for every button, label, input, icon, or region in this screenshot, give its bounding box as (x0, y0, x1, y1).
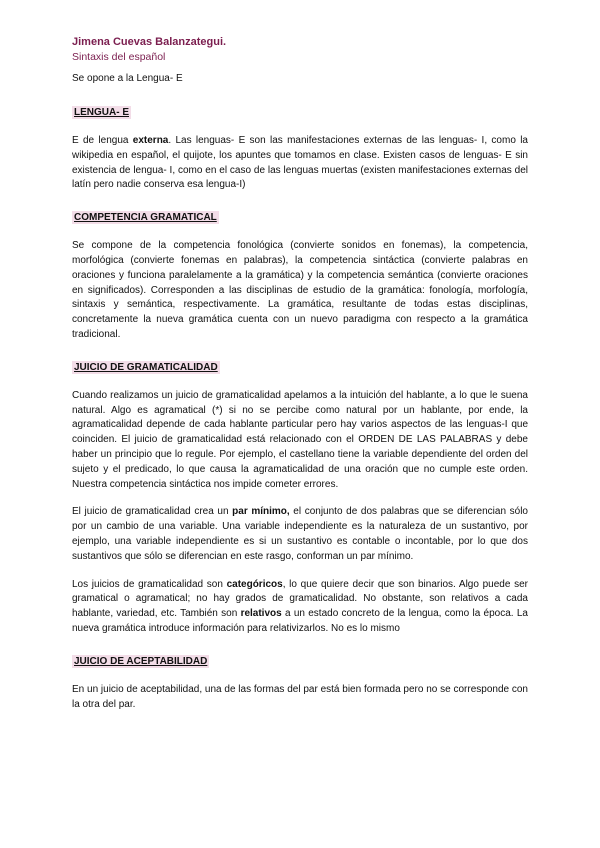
section-heading: COMPETENCIA GRAMATICAL (74, 212, 217, 224)
section-heading: LENGUA- E (74, 107, 129, 118)
text-run: el conjunto de dos palabras que se diferencian sólo por un cambio de una variable. Una variable independiente es la naturaleza de un sustantivo, por ejemplo, una variable independiente es si un sustantivo es contable o incontable, por lo que dos sustantivos que sólo se diferencian en este rasgo, conforman un par mínimo. (72, 506, 528, 562)
paragraph (72, 505, 528, 564)
paragraph (72, 578, 528, 637)
text-run: Cuando realizamos un juicio de gramaticalidad apelamos a la intuición del hablante, a lo que le suena natural. Algo es agramatical (*) si no se percibe como natural por un hablante, por ende, la agramaticalidad depende de cada hablante particular pero hay varios aspectos de las lenguas-I que coinciden. El juicio de gramaticalidad está relacionado con el ORDEN DE LAS PALABRAS y debe haber un principio que lo regule. Por ejemplo, el castellano tiene la variable dependiente del orden del sujeto y el predicado, lo que causa la agramaticalidad de una oración que no cumple este orden. Nuestra competencia sintáctica nos impide cometer errores. (72, 389, 528, 490)
text-run: . Las lenguas- E son las manifestaciones externas de las lenguas- I, como la wikipedia en español, el quijote, los apuntes que tomamos en clase. Existen casos de lenguas- E sin existencia de lengua- I, como en el caso de las lenguas muertas (existen manifestaciones externas del latín pero nadie conserva esa lengua-I) (72, 135, 528, 191)
text-run: Los juicios de gramaticalidad son (72, 578, 227, 590)
text-run: E de lengua (72, 135, 133, 146)
bold-term: externa (132, 135, 169, 146)
section-heading: JUICIO DE ACEPTABILIDAD (74, 655, 208, 667)
section-heading: JUICIO DE GRAMATICALIDAD (74, 361, 218, 373)
section-juicio-aceptabilidad (72, 651, 528, 713)
document-content (72, 36, 528, 712)
subject-title: Sintaxis del español (72, 51, 166, 63)
section-juicio-gramaticalidad (72, 357, 528, 637)
paragraph (72, 389, 528, 493)
bold-term: categóricos (226, 578, 283, 590)
section-lengua-e (72, 102, 528, 193)
bold-term: par mínimo, (232, 506, 290, 518)
author-name: Jimena Cuevas Balanzategui. (72, 36, 227, 48)
intro-line: Se opone a la Lengua- E (72, 73, 183, 84)
section-competencia-gramatical (72, 207, 528, 343)
text-run: El juicio de gramaticalidad crea un (72, 506, 233, 518)
bold-term: relativos (240, 608, 282, 620)
paragraph (72, 683, 528, 713)
text-run: En un juicio de aceptabilidad, una de las formas del par está bien formada pero no se corresponde con la otra del par. (72, 683, 528, 710)
text-run: a un estado concreto de la lengua, como la época. La nueva gramática introduce información para relativizarlos. No es lo mismo (72, 608, 528, 634)
text-run: , lo que quiere decir que son binarios. Algo puede ser gramatical o agramatical; no hay grados de gramaticalidad. No obstante, son relativos a cada hablante, variedad, etc. También son (72, 578, 528, 620)
paragraph (72, 134, 528, 193)
text-run: Se compone de la competencia fonológica (convierte sonidos en fonemas), la competencia, morfológica (convierte fonemas en palabras), la competencia sintáctica (convierte palabras en oraciones y funciona paralelamente a la gramática) y la competencia semántica (convierte oraciones en significados). Corresponden a las disciplinas de estudio de la gramática: fonología, morfología, sintaxis y semántica, respectivamente. La gramática, resultante de todas estas disciplinas, concretamente la nueva gramática cuenta con un nuevo paradigma con respecto a la gramática tradicional. (72, 240, 528, 340)
paragraph (72, 239, 528, 343)
